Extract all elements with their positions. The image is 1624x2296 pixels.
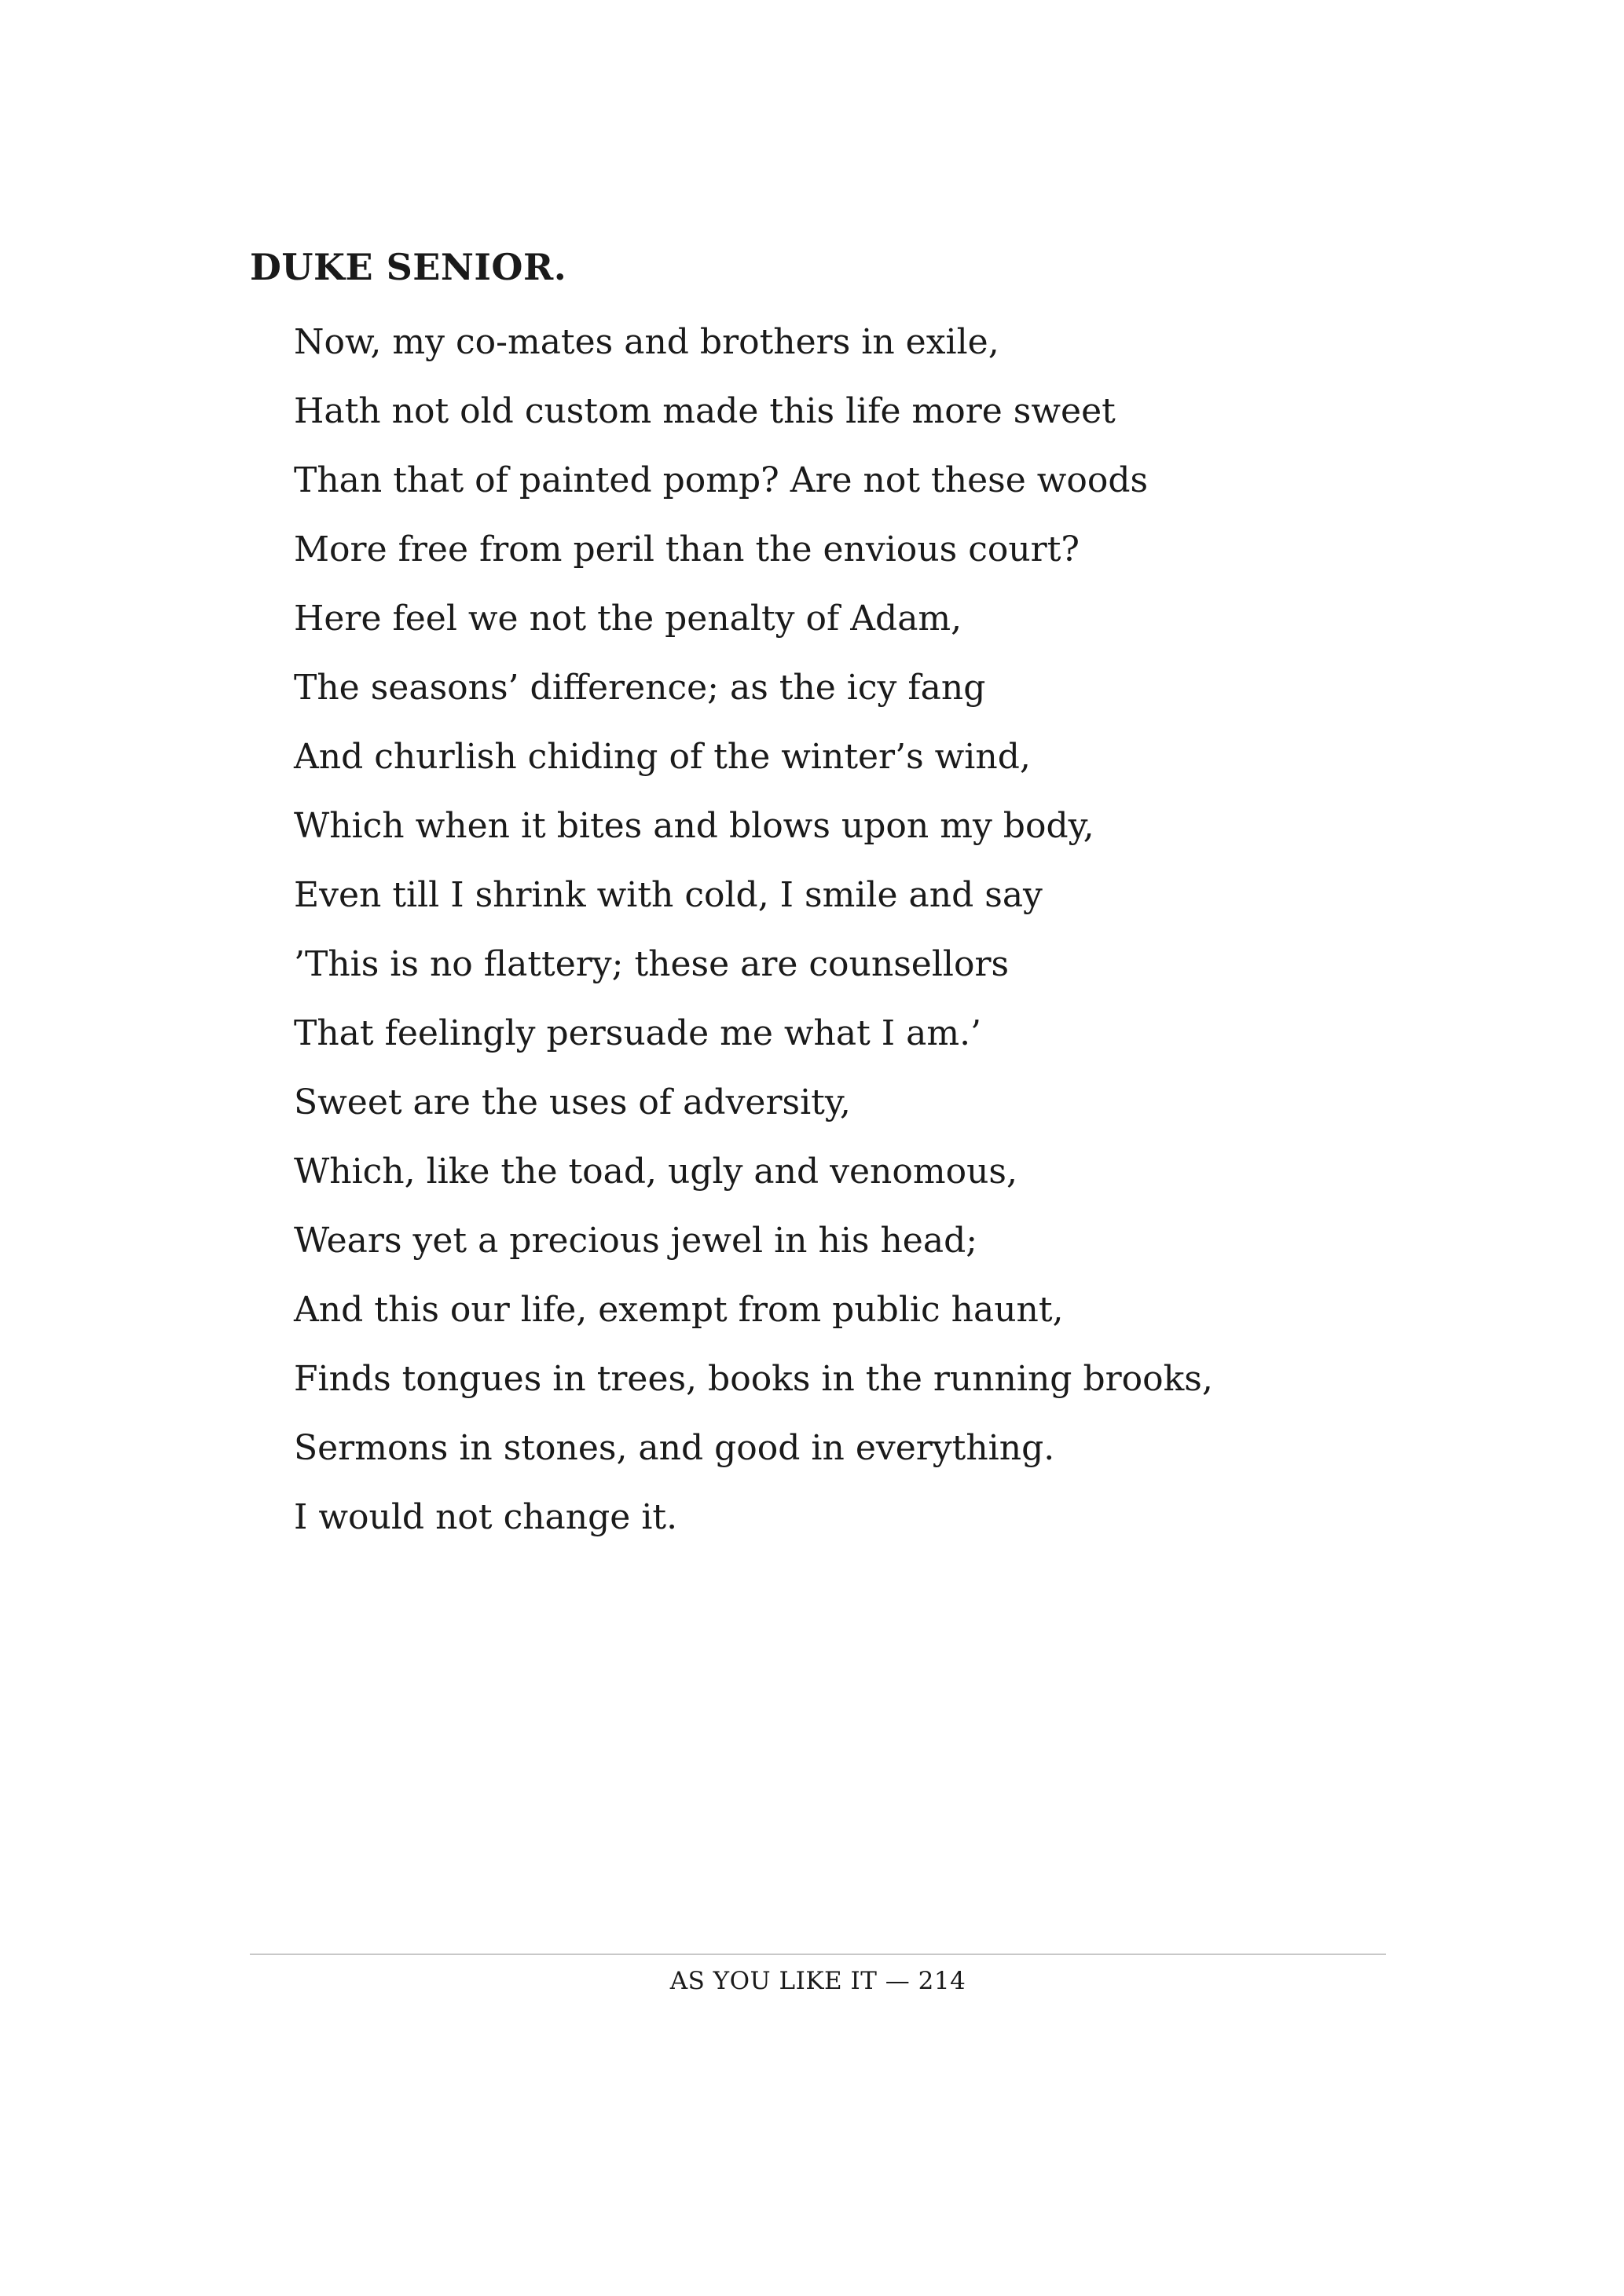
footer-divider: [250, 1954, 1386, 1955]
verse-line: Sermons in stones, and good in everything.: [294, 1428, 1055, 1468]
verse-line: And this our life, exempt from public haunt,: [294, 1290, 1064, 1330]
verse-line: ’This is no flattery; these are counsellors: [294, 944, 1010, 984]
verse-line: Which when it bites and blows upon my body,: [294, 806, 1094, 846]
verse-line: Finds tongues in trees, books in the running brooks,: [294, 1359, 1213, 1399]
verse-line: Now, my co-mates and brothers in exile,: [294, 322, 999, 362]
verse-line: And churlish chiding of the winter’s wind,: [294, 737, 1031, 777]
verse-line: Hath not old custom made this life more sweet: [294, 391, 1116, 431]
verse-lines: [294, 308, 1213, 1552]
verse-line: Which, like the toad, ugly and venomous,: [294, 1152, 1017, 1192]
verse-line: The seasons’ difference; as the icy fang: [294, 668, 986, 708]
verse-line: Wears yet a precious jewel in his head;: [294, 1221, 978, 1261]
verse-line: Than that of painted pomp? Are not these woods: [294, 460, 1149, 500]
speaker-name: DUKE SENIOR.: [250, 246, 567, 288]
verse-line: Sweet are the uses of adversity,: [294, 1082, 851, 1122]
verse-line: I would not change it.: [294, 1497, 678, 1537]
verse-line: More free from peril than the envious court?: [294, 529, 1080, 569]
verse-line: Even till I shrink with cold, I smile and say: [294, 875, 1043, 915]
verse-line: That feelingly persuade me what I am.’: [294, 1013, 982, 1053]
verse-line: Here feel we not the penalty of Adam,: [294, 599, 962, 639]
page-footer: AS YOU LIKE IT — 214: [669, 1967, 966, 1995]
